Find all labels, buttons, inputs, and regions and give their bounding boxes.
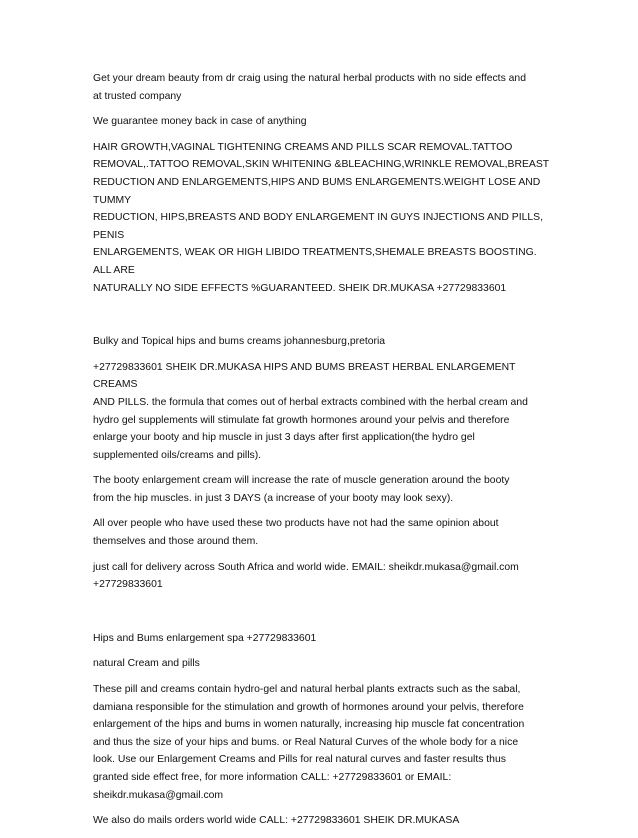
section-3 xyxy=(93,630,553,830)
paragraph-formula: +27729833601 SHEIK DR.MUKASA HIPS AND BUMS BREAST HERBAL ENLARGEMENT CREAMS AND PILLS. the formula that comes out of herbal extracts combined with the herbal cream and hydro gel supplements will stimulate fat growth hormones around your pelvis and therefore enlarge your booty and hip muscle in just 3 days after first application(the hydro gel supplemented oils/creams and pills). xyxy=(93,361,528,461)
paragraph-section-heading: Hips and Bums enlargement spa +27729833601 xyxy=(93,632,317,644)
section-2 xyxy=(93,333,553,594)
paragraph-subheading: natural Cream and pills xyxy=(93,658,200,670)
paragraph-booty-cream: The booty enlargement cream will increase the rate of muscle generation around the booty from the hip muscles. in just 3 DAYS (a increase of your booty may look sexy). xyxy=(93,475,510,504)
paragraph-guarantee: We guarantee money back in case of anything xyxy=(93,116,307,128)
paragraph-section-heading: Bulky and Topical hips and bums creams johannesburg,pretoria xyxy=(93,336,386,348)
paragraph-services-list: HAIR GROWTH,VAGINAL TIGHTENING CREAMS AND PILLS SCAR REMOVAL.TATTOO REMOVAL,.TATTOO REMOVAL,SKIN WHITENING &BLEACHING,WRINKLE REMOVAL,BREAST REDUCTION AND ENLARGEMENTS,HIPS AND BUMS ENLARGEMENTS.WEIGHT LOSE AND TUMMY REDUCTION, HIPS,BREASTS AND BODY ENLARGEMENT IN GUYS INJECTIONS AND PILLS, PENIS ENLARGEMENTS, WEAK OR HIGH LIBIDO TREATMENTS,SHEMALE BREASTS BOOSTING. ALL ARE NATURALLY NO SIDE EFFECTS %GUARANTEED. SHEIK DR.MUKASA +27729833601 xyxy=(93,141,550,294)
section-1 xyxy=(93,70,553,297)
document-page xyxy=(93,70,553,838)
paragraph-intro: Get your dream beauty from dr craig using the natural herbal products with no side effects and at trusted company xyxy=(93,73,526,102)
paragraph-opinions: All over people who have used these two products have not had the same opinion about themselves and those around them. xyxy=(93,518,499,548)
paragraph-ingredients: These pill and creams contain hydro-gel and natural herbal plants extracts such as the sabal, damiana responsible for the stimulation and growth of hormones around your pelvis, therefore enlargement of the hips and bums in women naturally, increasing hip muscle fat concentration and thus the size of your hips and bums. or Real Natural Curves of the whole body for a nice look. Use our Enlargement Creams and Pills for real natural curves and faster results thus granted side effect free, for more information CALL: +27729833601 or EMAIL: sheikdr.mukasa@gmail.com xyxy=(93,684,525,801)
paragraph-mail-orders: We also do mails orders world wide CALL: +27729833601 SHEIK DR.MUKASA xyxy=(93,815,460,827)
section-spacer xyxy=(93,602,553,630)
section-spacer xyxy=(93,305,553,333)
paragraph-delivery-contact: just call for delivery across South Africa and world wide. EMAIL: sheikdr.mukasa@gmail.com +27729833601 xyxy=(93,561,519,591)
